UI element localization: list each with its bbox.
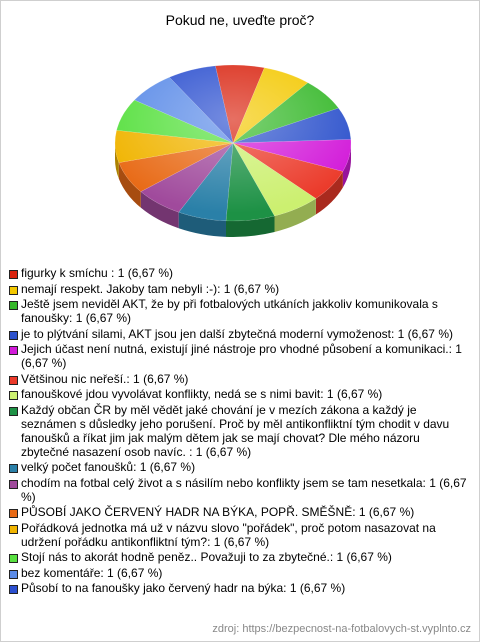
legend-item (9, 342, 467, 370)
legend-label: Jejich účast není nutná, existují jiné nástroje pro vhodné působení a komunikaci.: 1 (6,67 %) (21, 342, 462, 370)
pie-gloss (115, 65, 351, 221)
legend-item (9, 521, 467, 549)
legend-item (9, 282, 467, 296)
legend (9, 266, 467, 597)
legend-swatch (9, 509, 18, 518)
legend-label: Působí to na fanoušky jako červený hadr na býka: 1 (6,67 %) (21, 581, 346, 595)
legend-item (9, 460, 467, 474)
source-note: zdroj: https://bezpecnost-na-fotbalovych-st.vyplnto.cz (212, 623, 471, 635)
legend-item (9, 297, 467, 325)
legend-label: chodím na fotbal celý život a s násilím nebo konflikty jsem se tam nesetkala: 1 (6,67 %) (21, 475, 467, 504)
legend-swatch (9, 407, 18, 416)
legend-swatch (9, 346, 18, 355)
legend-swatch (9, 286, 18, 295)
legend-item (9, 266, 467, 280)
legend-swatch (9, 331, 18, 340)
legend-item (9, 566, 467, 580)
legend-label: PŮSOBÍ JAKO ČERVENÝ HADR NA BÝKA, POPŘ. SMĚŠNĚ: 1 (6,67 %) (21, 505, 415, 519)
legend-swatch (9, 301, 18, 310)
legend-label: figurky k smíchu : 1 (6,67 %) (21, 266, 174, 280)
legend-swatch (9, 554, 18, 563)
chart-title: Pokud ne, uveďte proč? (165, 12, 315, 28)
legend-label: Ještě jsem neviděl AKT, že by při fotbalových utkáních jakkoliv komunikovala s fanoušky: 1 (6,67 %) (21, 297, 438, 325)
legend-swatch (9, 585, 18, 594)
legend-item (9, 327, 467, 341)
legend-swatch (9, 391, 18, 400)
legend-label: Většinou nic neřeší.: 1 (6,67 %) (21, 371, 189, 386)
legend-item (9, 550, 467, 564)
pie-chart (1, 1, 479, 261)
legend-swatch (9, 480, 18, 489)
legend-swatch (9, 570, 18, 579)
legend-swatch (9, 525, 18, 534)
legend-item (9, 387, 467, 401)
legend-item (9, 581, 467, 595)
legend-label: nemají respekt. Jakoby tam nebyli :-): 1 (6,67 %) (21, 281, 280, 296)
legend-label: je to plýtvání silami, AKT jsou jen další zbytečná moderní vymoženost: 1 (6,67 %) (21, 326, 453, 341)
legend-label: Stojí nás to akorát hodně peněz.. Považuji to za zbytečné.: 1 (6,67 %) (21, 550, 392, 564)
legend-swatch (9, 376, 18, 385)
legend-label: Každý občan ČR by měl vědět jaké chování je v mezích zákona a každý je seznámen s důsledky jeho porušení. Proč by měl antikonfliktní tým chodit v davu fanoušků a říkat jim jak malým dětem jak se mají chovat? Dle mého názoru zbytečné nasazení osob navíc. : 1 (6,67 %) (21, 402, 450, 459)
legend-label: fanouškové jdou vyvolávat konflikty, nedá se s nimi bavit: 1 (6,67 %) (21, 387, 383, 401)
legend-label: bez komentáře: 1 (6,67 %) (21, 565, 163, 580)
legend-swatch (9, 270, 18, 279)
legend-item (9, 403, 467, 459)
legend-item (9, 505, 467, 519)
legend-label: velký počet fanoušků: 1 (6,67 %) (21, 460, 196, 474)
legend-item (9, 372, 467, 386)
legend-label: Pořádková jednotka má už v názvu slovo "pořádek", proč potom nasazovat na udržení pořádku antikonfliktní tým?: 1 (6,67 %) (21, 520, 436, 549)
legend-swatch (9, 464, 18, 473)
legend-item (9, 476, 467, 504)
